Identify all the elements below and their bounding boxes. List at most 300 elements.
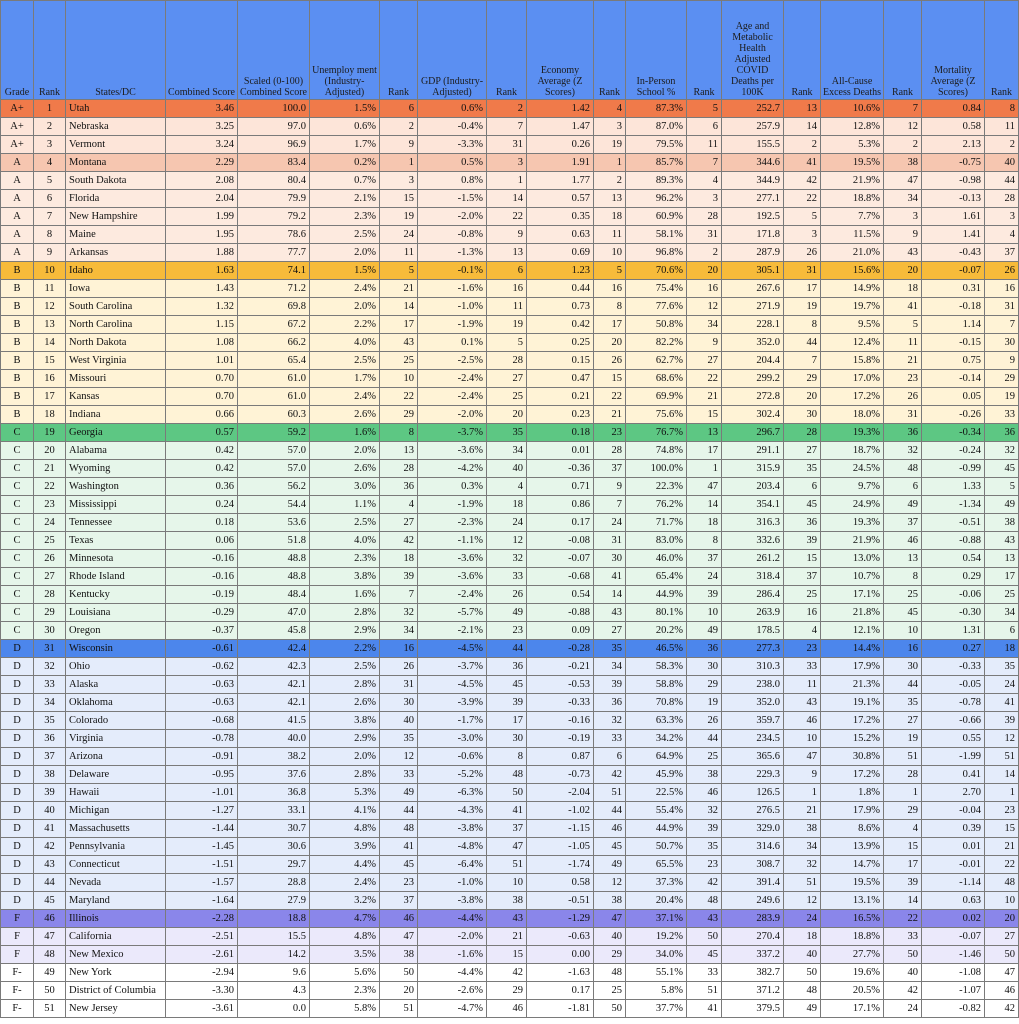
cell-excess-deaths: 18.8% [821,928,884,946]
cell-covid-deaths: 283.9 [722,910,784,928]
cell-excess-deaths: 17.0% [821,370,884,388]
cell-excess-deaths: 24.9% [821,496,884,514]
cell-covid-rank: 46 [784,712,821,730]
cell-rank: 24 [34,514,66,532]
cell-economy-average: 0.73 [527,298,594,316]
cell-state: Arkansas [66,244,166,262]
cell-combined-score: 0.57 [166,424,238,442]
cell-economy-rank: 9 [594,478,626,496]
cell-rank: 13 [34,316,66,334]
cell-covid-rank: 14 [784,118,821,136]
table-row [1,748,1019,766]
cell-economy-average: -0.28 [527,640,594,658]
header-unemployment-rank: Rank [380,1,418,100]
cell-state: North Dakota [66,334,166,352]
cell-school-rank: 14 [687,496,722,514]
cell-state: Florida [66,190,166,208]
cell-state: Pennsylvania [66,838,166,856]
cell-gdp: -1.3% [418,244,487,262]
cell-excess-deaths: 1.8% [821,784,884,802]
cell-unemployment: 0.2% [310,154,380,172]
cell-excess-rank: 20 [884,262,922,280]
cell-mortality-rank: 12 [985,730,1019,748]
cell-excess-rank: 12 [884,118,922,136]
cell-combined-score: -1.27 [166,802,238,820]
table-row [1,406,1019,424]
cell-gdp-rank: 39 [487,694,527,712]
cell-gdp-rank: 50 [487,784,527,802]
cell-scaled-score: 41.5 [238,712,310,730]
cell-school-rank: 11 [687,136,722,154]
cell-mortality-average: -0.18 [922,298,985,316]
cell-economy-average: 0.15 [527,352,594,370]
cell-covid-rank: 47 [784,748,821,766]
cell-school-rank: 42 [687,874,722,892]
cell-unemployment-rank: 48 [380,820,418,838]
cell-mortality-rank: 46 [985,982,1019,1000]
cell-excess-rank: 11 [884,334,922,352]
cell-combined-score: 0.18 [166,514,238,532]
cell-unemployment: 1.7% [310,370,380,388]
cell-mortality-rank: 48 [985,874,1019,892]
cell-scaled-score: 37.6 [238,766,310,784]
cell-unemployment-rank: 51 [380,1000,418,1018]
cell-gdp-rank: 1 [487,172,527,190]
cell-mortality-average: -0.43 [922,244,985,262]
cell-economy-average: 0.57 [527,190,594,208]
table-row [1,478,1019,496]
cell-economy-rank: 44 [594,802,626,820]
cell-mortality-rank: 18 [985,640,1019,658]
cell-unemployment-rank: 16 [380,640,418,658]
cell-covid-rank: 23 [784,640,821,658]
cell-school-rank: 1 [687,460,722,478]
cell-covid-deaths: 263.9 [722,604,784,622]
cell-covid-rank: 11 [784,676,821,694]
cell-in-person-school: 82.2% [626,334,687,352]
cell-economy-average: -2.04 [527,784,594,802]
cell-unemployment: 2.2% [310,316,380,334]
cell-covid-deaths: 359.7 [722,712,784,730]
cell-scaled-score: 18.8 [238,910,310,928]
cell-excess-rank: 48 [884,460,922,478]
cell-grade: F- [1,964,34,982]
cell-economy-average: 0.01 [527,442,594,460]
cell-unemployment: 2.0% [310,748,380,766]
cell-gdp-rank: 34 [487,442,527,460]
cell-state: Michigan [66,802,166,820]
cell-covid-deaths: 379.5 [722,1000,784,1018]
cell-scaled-score: 61.0 [238,388,310,406]
cell-gdp-rank: 17 [487,712,527,730]
cell-gdp: -1.5% [418,190,487,208]
cell-in-person-school: 87.3% [626,100,687,118]
cell-school-rank: 31 [687,226,722,244]
cell-mortality-average: -0.07 [922,928,985,946]
cell-state: Utah [66,100,166,118]
cell-gdp-rank: 22 [487,208,527,226]
cell-mortality-average: 0.05 [922,388,985,406]
cell-excess-deaths: 17.9% [821,802,884,820]
cell-state: Maine [66,226,166,244]
cell-state: Mississippi [66,496,166,514]
cell-excess-rank: 36 [884,424,922,442]
cell-combined-score: -1.44 [166,820,238,838]
cell-combined-score: 0.06 [166,532,238,550]
cell-unemployment-rank: 8 [380,424,418,442]
cell-in-person-school: 45.9% [626,766,687,784]
cell-covid-deaths: 249.6 [722,892,784,910]
cell-excess-rank: 44 [884,676,922,694]
cell-gdp: -5.2% [418,766,487,784]
cell-economy-rank: 10 [594,244,626,262]
cell-unemployment-rank: 27 [380,514,418,532]
cell-gdp: -2.5% [418,352,487,370]
cell-mortality-rank: 32 [985,442,1019,460]
cell-mortality-rank: 40 [985,154,1019,172]
cell-scaled-score: 80.4 [238,172,310,190]
cell-in-person-school: 55.1% [626,964,687,982]
cell-grade: B [1,370,34,388]
cell-unemployment-rank: 32 [380,604,418,622]
cell-gdp: -3.6% [418,550,487,568]
cell-gdp: -1.6% [418,946,487,964]
cell-excess-rank: 50 [884,946,922,964]
cell-in-person-school: 68.6% [626,370,687,388]
cell-excess-deaths: 16.5% [821,910,884,928]
cell-state: Washington [66,478,166,496]
cell-mortality-rank: 45 [985,460,1019,478]
cell-gdp: -4.3% [418,802,487,820]
cell-combined-score: -0.78 [166,730,238,748]
cell-gdp-rank: 26 [487,586,527,604]
cell-mortality-rank: 11 [985,118,1019,136]
cell-scaled-score: 97.0 [238,118,310,136]
cell-rank: 49 [34,964,66,982]
cell-economy-rank: 17 [594,316,626,334]
cell-combined-score: 3.46 [166,100,238,118]
cell-economy-rank: 48 [594,964,626,982]
cell-unemployment-rank: 4 [380,496,418,514]
header-unemployment: Unemploy ment (Industry-Adjusted) [310,1,380,100]
cell-economy-average: -0.07 [527,550,594,568]
cell-rank: 14 [34,334,66,352]
cell-covid-deaths: 332.6 [722,532,784,550]
cell-combined-score: -2.51 [166,928,238,946]
cell-mortality-rank: 25 [985,586,1019,604]
cell-economy-rank: 37 [594,460,626,478]
cell-state: Nebraska [66,118,166,136]
cell-gdp: -0.4% [418,118,487,136]
cell-unemployment: 3.9% [310,838,380,856]
cell-grade: B [1,280,34,298]
cell-covid-rank: 49 [784,1000,821,1018]
cell-mortality-average: 0.39 [922,820,985,838]
cell-in-person-school: 76.7% [626,424,687,442]
cell-unemployment: 5.3% [310,784,380,802]
cell-gdp-rank: 20 [487,406,527,424]
cell-mortality-rank: 19 [985,388,1019,406]
cell-school-rank: 15 [687,406,722,424]
cell-mortality-average: -1.07 [922,982,985,1000]
cell-excess-rank: 35 [884,694,922,712]
cell-unemployment-rank: 28 [380,460,418,478]
cell-covid-deaths: 352.0 [722,334,784,352]
cell-grade: B [1,298,34,316]
table-row [1,676,1019,694]
cell-gdp: -1.7% [418,712,487,730]
cell-excess-deaths: 9.7% [821,478,884,496]
cell-gdp-rank: 13 [487,244,527,262]
cell-unemployment-rank: 30 [380,694,418,712]
cell-mortality-average: -0.05 [922,676,985,694]
cell-covid-rank: 3 [784,226,821,244]
cell-school-rank: 16 [687,280,722,298]
cell-unemployment: 2.4% [310,874,380,892]
cell-excess-rank: 7 [884,100,922,118]
cell-unemployment: 2.5% [310,514,380,532]
cell-covid-rank: 2 [784,136,821,154]
cell-school-rank: 22 [687,370,722,388]
cell-in-person-school: 70.6% [626,262,687,280]
cell-unemployment: 2.2% [310,640,380,658]
cell-covid-rank: 34 [784,838,821,856]
cell-excess-deaths: 7.7% [821,208,884,226]
cell-unemployment: 2.8% [310,676,380,694]
cell-mortality-rank: 3 [985,208,1019,226]
cell-school-rank: 39 [687,820,722,838]
cell-unemployment-rank: 15 [380,190,418,208]
cell-excess-rank: 38 [884,154,922,172]
cell-rank: 28 [34,586,66,604]
cell-combined-score: 2.04 [166,190,238,208]
cell-rank: 23 [34,496,66,514]
cell-economy-average: -0.33 [527,694,594,712]
cell-grade: B [1,388,34,406]
cell-gdp-rank: 48 [487,766,527,784]
cell-excess-deaths: 13.0% [821,550,884,568]
cell-gdp-rank: 16 [487,280,527,298]
cell-scaled-score: 57.0 [238,442,310,460]
cell-covid-rank: 32 [784,856,821,874]
cell-excess-rank: 24 [884,1000,922,1018]
cell-school-rank: 9 [687,334,722,352]
cell-mortality-average: -0.30 [922,604,985,622]
cell-excess-deaths: 19.5% [821,874,884,892]
cell-excess-rank: 41 [884,298,922,316]
cell-combined-score: 1.99 [166,208,238,226]
cell-gdp-rank: 30 [487,730,527,748]
header-school-rank: Rank [687,1,722,100]
cell-gdp-rank: 18 [487,496,527,514]
cell-economy-rank: 42 [594,766,626,784]
table-row [1,946,1019,964]
cell-scaled-score: 67.2 [238,316,310,334]
cell-grade: B [1,352,34,370]
cell-excess-rank: 8 [884,568,922,586]
cell-unemployment-rank: 6 [380,100,418,118]
cell-covid-rank: 31 [784,262,821,280]
cell-economy-average: -0.73 [527,766,594,784]
cell-economy-rank: 43 [594,604,626,622]
cell-covid-rank: 9 [784,766,821,784]
cell-economy-rank: 27 [594,622,626,640]
cell-mortality-rank: 20 [985,910,1019,928]
cell-excess-rank: 27 [884,712,922,730]
cell-economy-average: 0.69 [527,244,594,262]
cell-unemployment-rank: 31 [380,676,418,694]
table-row [1,208,1019,226]
cell-in-person-school: 80.1% [626,604,687,622]
cell-mortality-average: -0.14 [922,370,985,388]
cell-state: Rhode Island [66,568,166,586]
cell-school-rank: 21 [687,388,722,406]
cell-rank: 19 [34,424,66,442]
cell-gdp-rank: 24 [487,514,527,532]
cell-school-rank: 24 [687,568,722,586]
cell-school-rank: 36 [687,640,722,658]
cell-excess-deaths: 19.6% [821,964,884,982]
cell-rank: 34 [34,694,66,712]
cell-combined-score: -0.29 [166,604,238,622]
cell-covid-deaths: 277.1 [722,190,784,208]
cell-economy-rank: 45 [594,838,626,856]
cell-in-person-school: 20.2% [626,622,687,640]
cell-mortality-rank: 4 [985,226,1019,244]
cell-rank: 35 [34,712,66,730]
cell-economy-average: -1.02 [527,802,594,820]
cell-rank: 7 [34,208,66,226]
cell-mortality-rank: 28 [985,190,1019,208]
cell-covid-deaths: 299.2 [722,370,784,388]
cell-excess-deaths: 17.2% [821,712,884,730]
cell-mortality-rank: 35 [985,658,1019,676]
cell-rank: 18 [34,406,66,424]
cell-gdp: 0.1% [418,334,487,352]
cell-scaled-score: 40.0 [238,730,310,748]
cell-gdp-rank: 15 [487,946,527,964]
table-row [1,460,1019,478]
cell-covid-deaths: 270.4 [722,928,784,946]
cell-covid-deaths: 382.7 [722,964,784,982]
cell-rank: 48 [34,946,66,964]
cell-gdp-rank: 37 [487,820,527,838]
cell-gdp-rank: 38 [487,892,527,910]
cell-excess-deaths: 18.8% [821,190,884,208]
header-rank: Rank [34,1,66,100]
cell-rank: 9 [34,244,66,262]
cell-in-person-school: 77.6% [626,298,687,316]
header-mortality-rank: Rank [985,1,1019,100]
cell-economy-rank: 8 [594,298,626,316]
header-row [1,1,1019,100]
cell-school-rank: 3 [687,190,722,208]
header-excess-rank: Rank [884,1,922,100]
table-row [1,856,1019,874]
cell-state: Alaska [66,676,166,694]
cell-in-person-school: 58.1% [626,226,687,244]
cell-scaled-score: 47.0 [238,604,310,622]
cell-unemployment: 2.3% [310,208,380,226]
cell-covid-rank: 15 [784,550,821,568]
cell-scaled-score: 30.6 [238,838,310,856]
cell-covid-deaths: 286.4 [722,586,784,604]
cell-covid-rank: 24 [784,910,821,928]
cell-unemployment: 4.1% [310,802,380,820]
cell-rank: 12 [34,298,66,316]
cell-unemployment: 2.5% [310,226,380,244]
cell-economy-rank: 34 [594,658,626,676]
cell-mortality-average: -1.08 [922,964,985,982]
cell-gdp-rank: 6 [487,262,527,280]
cell-economy-average: 0.47 [527,370,594,388]
cell-mortality-rank: 39 [985,712,1019,730]
cell-covid-rank: 20 [784,388,821,406]
cell-covid-rank: 28 [784,424,821,442]
table-row [1,712,1019,730]
cell-state: Iowa [66,280,166,298]
cell-school-rank: 29 [687,676,722,694]
cell-covid-deaths: 267.6 [722,280,784,298]
cell-grade: D [1,856,34,874]
cell-scaled-score: 56.2 [238,478,310,496]
cell-mortality-rank: 23 [985,802,1019,820]
cell-covid-deaths: 204.4 [722,352,784,370]
cell-school-rank: 38 [687,766,722,784]
cell-economy-rank: 4 [594,100,626,118]
cell-mortality-average: -0.66 [922,712,985,730]
cell-scaled-score: 42.3 [238,658,310,676]
cell-gdp: -1.0% [418,298,487,316]
cell-unemployment: 2.0% [310,244,380,262]
cell-gdp-rank: 9 [487,226,527,244]
cell-covid-rank: 44 [784,334,821,352]
cell-economy-average: 0.35 [527,208,594,226]
table-row [1,568,1019,586]
cell-economy-rank: 29 [594,946,626,964]
cell-economy-rank: 26 [594,352,626,370]
cell-unemployment-rank: 3 [380,172,418,190]
cell-in-person-school: 19.2% [626,928,687,946]
cell-excess-deaths: 13.1% [821,892,884,910]
table-row [1,802,1019,820]
cell-in-person-school: 96.2% [626,190,687,208]
cell-state: New Jersey [66,1000,166,1018]
cell-mortality-rank: 36 [985,424,1019,442]
cell-state: Ohio [66,658,166,676]
cell-in-person-school: 37.7% [626,1000,687,1018]
cell-state: Arizona [66,748,166,766]
cell-in-person-school: 79.5% [626,136,687,154]
cell-economy-rank: 23 [594,424,626,442]
cell-gdp: -4.4% [418,910,487,928]
cell-in-person-school: 69.9% [626,388,687,406]
cell-combined-score: 0.66 [166,406,238,424]
cell-gdp-rank: 21 [487,928,527,946]
cell-combined-score: -1.51 [166,856,238,874]
cell-school-rank: 44 [687,730,722,748]
cell-grade: D [1,820,34,838]
cell-gdp: -2.0% [418,928,487,946]
cell-unemployment-rank: 41 [380,838,418,856]
cell-excess-rank: 19 [884,730,922,748]
cell-gdp: 0.5% [418,154,487,172]
cell-combined-score: 1.01 [166,352,238,370]
cell-excess-deaths: 19.3% [821,514,884,532]
cell-in-person-school: 55.4% [626,802,687,820]
cell-economy-average: 1.77 [527,172,594,190]
table-row [1,1000,1019,1018]
